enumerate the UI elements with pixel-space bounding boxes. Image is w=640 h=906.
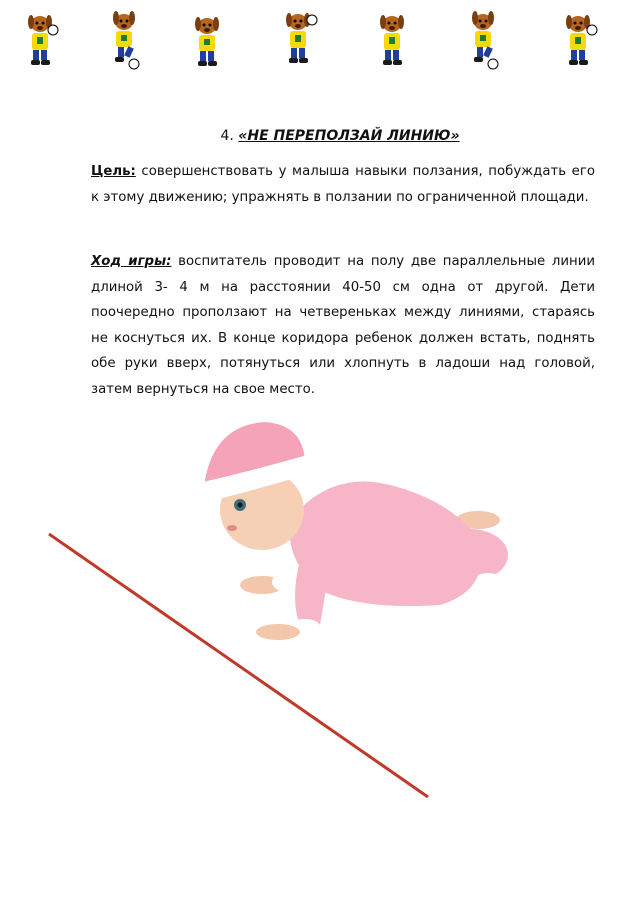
game-name: «НЕ ПЕРЕПОЛЗАЙ ЛИНИЮ»	[238, 128, 460, 144]
play-paragraph	[91, 249, 595, 402]
dog-soccer-mascot-icon	[463, 8, 503, 72]
baby-doll	[203, 422, 508, 640]
dog-soccer-mascot-icon	[20, 8, 60, 72]
play-label: Ход игры:	[91, 254, 172, 269]
goal-paragraph	[91, 159, 595, 210]
goal-text: совершенствовать у малыша навыки ползания, побуждать его к этому движению; упражнять в ползании по ограниченной площади.	[91, 164, 595, 205]
game-number: 4.	[220, 128, 234, 144]
goal-label: Цель:	[91, 164, 136, 179]
dog-soccer-mascot-icon	[104, 8, 144, 72]
dog-soccer-mascot-icon	[560, 8, 600, 72]
dog-soccer-mascot-icon	[372, 8, 412, 72]
dog-soccer-mascot-icon	[280, 8, 320, 72]
play-text: воспитатель проводит на полу две параллельные линии длиной 3- 4 м на расстоянии 40-50 см одна от другой. Дети поочередно проползают на четвереньках между линиями, стараясь не коснуться их. В конце коридора ребенок должен встать, поднять обе руки вверх, потянуться или хлопнуть в ладоши над головой, затем вернуться на свое место.	[91, 254, 595, 397]
header-mascot-row	[0, 8, 640, 72]
game-title	[0, 128, 640, 144]
crawling-baby-illustration	[0, 410, 640, 810]
dog-soccer-mascot-icon	[187, 8, 227, 72]
